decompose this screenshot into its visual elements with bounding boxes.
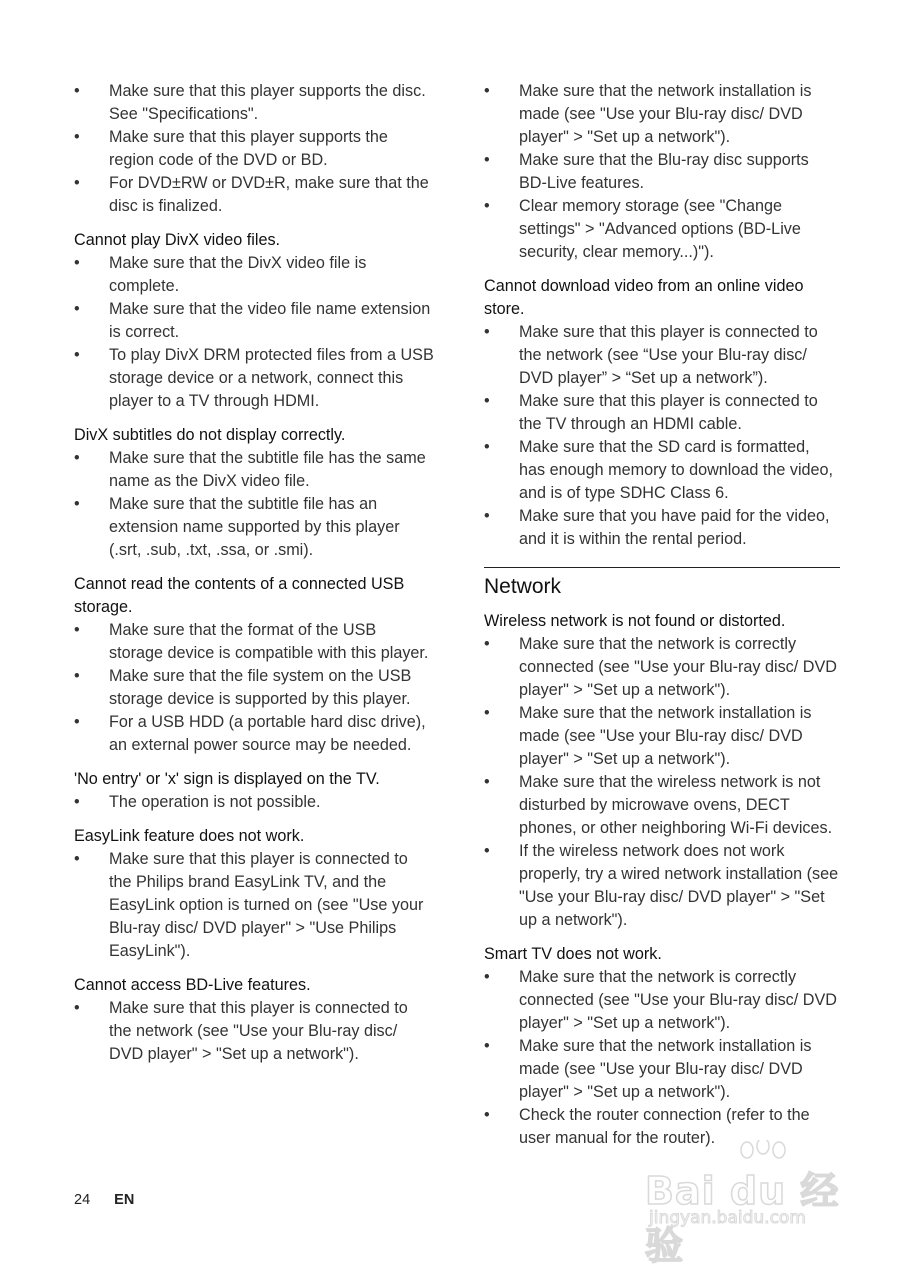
bullet-list: [74, 80, 434, 218]
list-item: • For DVD±RW or DVD±R, make sure that the disc is finalized.: [74, 172, 434, 218]
list-item: • Make sure that the file system on the USB storage device is supported by this player.: [74, 665, 434, 711]
bullet-list: [74, 619, 434, 757]
list-item: • The operation is not possible.: [74, 791, 434, 814]
troubleshooting-section: [74, 974, 434, 1066]
network-section-header: [484, 567, 840, 602]
page-number: 24: [74, 1192, 91, 1208]
section-title: EasyLink feature does not work.: [74, 827, 305, 845]
bullet-list: [484, 633, 840, 932]
list-item: • Clear memory storage (see "Change settings" > "Advanced options (BD-Live security, clear memory...)").: [484, 195, 840, 264]
left-column: [74, 80, 434, 1077]
troubleshooting-section: [74, 573, 434, 757]
troubleshooting-section: [484, 943, 840, 1150]
section-title: Smart TV does not work.: [484, 945, 662, 963]
section-title: Cannot play DivX video files.: [74, 231, 281, 249]
section-title: Cannot download video from an online video store.: [484, 277, 804, 318]
bullet-list: [74, 997, 434, 1066]
troubleshooting-section: [484, 80, 840, 264]
section-title: Cannot read the contents of a connected USB storage.: [74, 575, 405, 616]
list-item: • Make sure that this player is connected to the Philips brand EasyLink TV, and the EasyLink option is turned on (see "Use your Blu-ray disc/ DVD player" > "Use Philips EasyLink").: [74, 848, 434, 963]
watermark-url: jingyan.baidu.com: [649, 1208, 806, 1228]
troubleshooting-section: [74, 768, 434, 814]
language-code: EN: [114, 1192, 135, 1208]
list-item: • For a USB HDD (a portable hard disc drive), an external power source may be needed.: [74, 711, 434, 757]
list-item: • Make sure that this player supports the region code of the DVD or BD.: [74, 126, 434, 172]
bullet-list: [74, 447, 434, 562]
list-item: • Make sure that you have paid for the video, and it is within the rental period.: [484, 505, 840, 551]
list-item: • Make sure that the wireless network is not disturbed by microwave ovens, DECT phones, or other neighboring Wi-Fi devices.: [484, 771, 840, 840]
troubleshooting-section: [74, 424, 434, 562]
list-item: • To play DivX DRM protected files from a USB storage device or a network, connect this player to a TV through HDMI.: [74, 344, 434, 413]
troubleshooting-section: [74, 80, 434, 218]
network-heading: Network: [484, 575, 562, 598]
list-item: • Make sure that the network is correctly connected (see "Use your Blu-ray disc/ DVD player" > "Set up a network").: [484, 633, 840, 702]
right-top-sections: [484, 80, 840, 551]
troubleshooting-section: [74, 229, 434, 413]
list-item: • Make sure that this player is connected to the network (see "Use your Blu-ray disc/ DVD player" > "Set up a network").: [74, 997, 434, 1066]
list-item: • If the wireless network does not work properly, try a wired network installation (see "Use your Blu-ray disc/ DVD player" > "Set up a network").: [484, 840, 840, 932]
bullet-list: [74, 252, 434, 413]
bullet-list: [484, 966, 840, 1150]
watermark-brand: Bai du 经验: [645, 1169, 840, 1268]
bullet-list: [74, 848, 434, 963]
list-item: • Make sure that this player supports the disc. See "Specifications".: [74, 80, 434, 126]
troubleshooting-section: [74, 825, 434, 963]
list-item: • Make sure that the subtitle file has the same name as the DivX video file.: [74, 447, 434, 493]
list-item: • Make sure that this player is connected to the network (see “Use your Blu-ray disc/ DVD player” > “Set up a network”).: [484, 321, 840, 390]
section-title: Wireless network is not found or distorted.: [484, 612, 786, 630]
section-title: 'No entry' or 'x' sign is displayed on the TV.: [74, 770, 380, 788]
list-item: • Make sure that the SD card is formatted, has enough memory to download the video, and is of type SDHC Class 6.: [484, 436, 840, 505]
bullet-list: [74, 791, 434, 814]
section-title: Cannot access BD-Live features.: [74, 976, 311, 994]
list-item: • Check the router connection (refer to the user manual for the router).: [484, 1104, 840, 1150]
list-item: • Make sure that the network installation is made (see "Use your Blu-ray disc/ DVD player" > "Set up a network").: [484, 1035, 840, 1104]
list-item: • Make sure that the Blu-ray disc supports BD-Live features.: [484, 149, 840, 195]
list-item: • Make sure that the subtitle file has an extension name supported by this player (.srt, .sub, .txt, .ssa, or .smi).: [74, 493, 434, 562]
list-item: • Make sure that the DivX video file is complete.: [74, 252, 434, 298]
bullet-list: [484, 321, 840, 551]
list-item: • Make sure that the network installation is made (see "Use your Blu-ray disc/ DVD player" > "Set up a network").: [484, 702, 840, 771]
right-column: [484, 80, 840, 1161]
baidu-watermark: [645, 1140, 865, 1268]
network-sections: [484, 610, 840, 1150]
page-footer: [74, 1192, 134, 1208]
section-title: DivX subtitles do not display correctly.: [74, 426, 346, 444]
bullet-list: [484, 80, 840, 264]
list-item: • Make sure that the format of the USB storage device is compatible with this player.: [74, 619, 434, 665]
list-item: • Make sure that the video file name extension is correct.: [74, 298, 434, 344]
troubleshooting-section: [484, 275, 840, 551]
list-item: • Make sure that this player is connected to the TV through an HDMI cable.: [484, 390, 840, 436]
troubleshooting-section: [484, 610, 840, 932]
list-item: • Make sure that the network is correctly connected (see "Use your Blu-ray disc/ DVD player" > "Set up a network").: [484, 966, 840, 1035]
list-item: • Make sure that the network installation is made (see "Use your Blu-ray disc/ DVD player" > "Set up a network").: [484, 80, 840, 149]
